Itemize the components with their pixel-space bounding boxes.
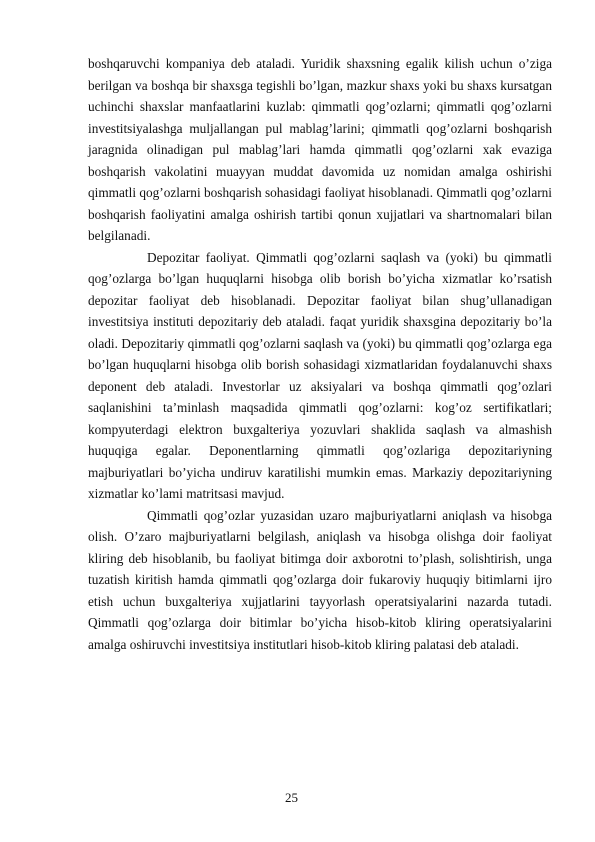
page-number: 25 [285, 790, 298, 805]
paragraph-clearing: Qimmatli qog’ozlar yuzasidan uzaro majburiyatlarni aniqlash va hisobga olish. O’zaro majburiyatlarni belgilash, aniqlash va hisobga olishga doir faoliyat kliring deb hisoblanib, bu faoliyat bitimga doir axborotni to’plash, solishtirish, unga tuzatish kiritish hamda qimmatli qog’ozlarga doir fukaroviy huquqiy bitimlarni ijro etish uchun buxgalteriya xujjatlarini tayyorlash operatsiyalarini nazarda tutadi. Qimmatli qog’ozlarga doir bitimlar bo’yicha hisob-kitob kliring operatsiyalarini amalga oshiruvchi investitsiya institutlari hisob-kitob kliring palatasi deb ataladi. [88, 507, 552, 652]
paragraph-depository-activity: Depozitar faoliyat. Qimmatli qog’ozlarni saqlash va (yoki) bu qimmatli qog’ozlarga bo’lgan huquqlarni hisobga olib borish bo’yicha xizmatlar ko’rsatish depozitar faoliyat deb hisoblanadi. Depozitar faoliyat bilan shug’ullanadigan investitsiya instituti depozitariy deb ataladi. faqat yuridik shaxsgina depozitariy bo’la oladi. Depozitariy qimmatli qog’ozlarni saqlash va (yoki) bu qimmatli qog’ozlarga ega bo’lgan huquqlarni hisobga olib borish sohasidagi xizmatlaridan foydalanuvchi shaxs deponent deb ataladi. Investorlar uz aksiyalari va boshqa qimmatli qog’ozlari saqlanishini ta’minlash maqsadida qimmatli qog’ozlarni: kog’oz sertifikatlari; kompyuterdagi elektron buxgalteriya yozuvlari shaklida saqlash va almashish huquqiga egalar. Deponentlarning qimmatli qog’ozlariga depozitariyning majburiyatlari bo’yicha undiruv karatilishi mumkin emas. Markaziy depozitariyning xizmatlar ko’lami matritsasi mavjud. [88, 249, 552, 501]
paragraph-asset-management: boshqaruvchi kompaniya deb ataladi. Yuridik shaxsning egalik kilish uchun o’ziga berilgan va boshqa bir shaxsga tegishli bo’lgan, mazkur shaxs yoki bu shaxs kursatgan uchinchi shaxslar manfaatlarini kuzlab: qimmatli qog’ozlarni; qimmatli qog’ozlarni investitsiyalashga muljallangan pul mablag’larini; qimmatli qog’ozlarni boshqarish jaragnida olinadigan pul mablag’lari hamda qimmatli qog’ozlarni xak evaziga boshqarish vakolatini muayyan muddat davomida uz nomidan amalga oshirishi qimmatli qog’ozlarni boshqarish sohasidagi faoliyat hisoblanadi. Qimmatli qog’ozlarni boshqarish faoliyatini amalga oshirish tartibi qonun xujjatlari va shartnomalari bilan belgilanadi. [88, 56, 552, 243]
body-text [88, 53, 552, 655]
